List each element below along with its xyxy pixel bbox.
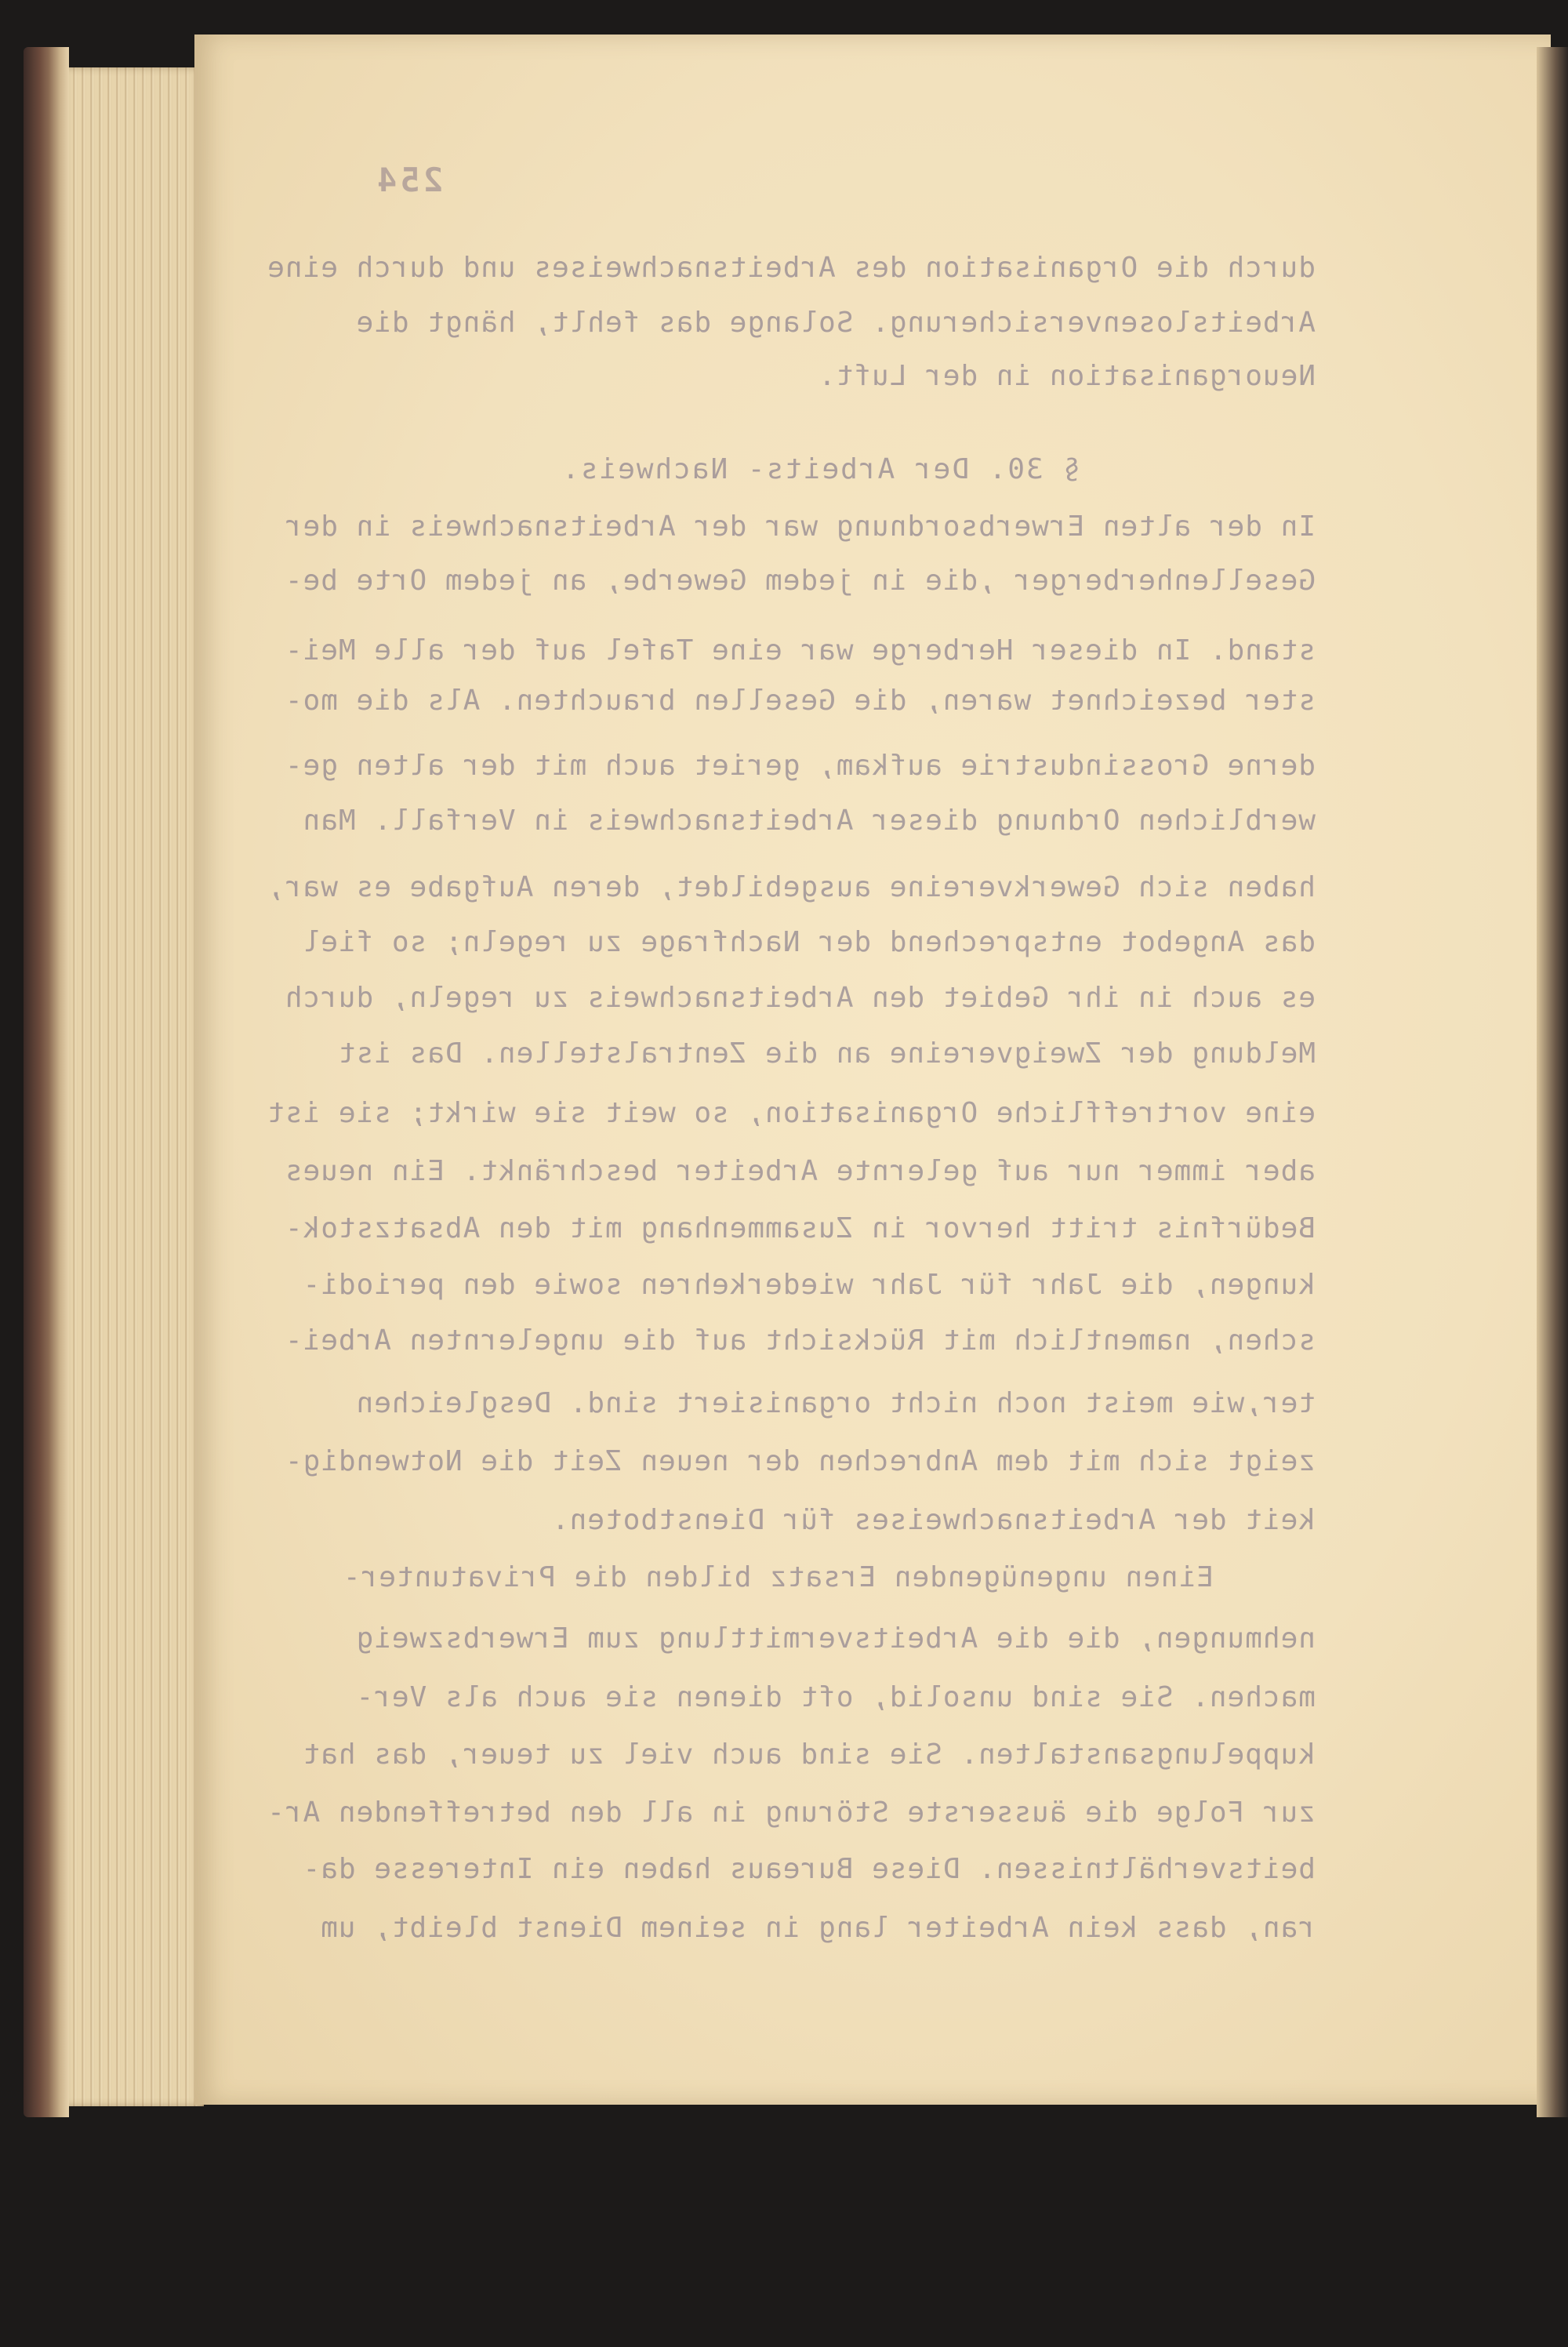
text-line: eine vortreffliche Organisation, so weit sie wirkt; sie ist xyxy=(267,1097,1316,1129)
text-line: zur Folge die äusserste Störung in all den betreffenden Ar- xyxy=(267,1797,1316,1829)
text-line: Einen ungenügenden Ersatz bilden die Privatunter- xyxy=(342,1561,1214,1593)
section-heading: § 30. Der Arbeits- Nachweis. xyxy=(561,453,1080,485)
text-line: das Angebot entsprechend der Nachfrage zu regeln; so fiel xyxy=(302,926,1316,958)
page-number: 254 xyxy=(374,161,443,199)
text-line: aber immer nur auf gelernte Arbeiter beschränkt. Ein neues xyxy=(284,1155,1316,1187)
text-line: ster bezeichnet waren, die Gesellen brauchten. Als die mo- xyxy=(284,685,1316,717)
text-line: ran, dass kein Arbeiter lang in seinem Dienst bleibt, um xyxy=(320,1912,1316,1944)
text-line: haben sich Gewerkvereine ausgebildet, deren Aufgabe es war, xyxy=(267,871,1316,903)
text-line: stand. In dieser Herberge war eine Tafel auf der alle Mei- xyxy=(284,634,1316,667)
text-line: Meldung der Zweigvereine an die Zentralstellen. Das ist xyxy=(337,1037,1316,1070)
text-line: derne Grossindustrie aufkam, geriet auch mit der alten ge- xyxy=(284,750,1316,782)
text-line: Arbeitslosenversicherung. Solange das fehlt, hängt die xyxy=(355,307,1316,339)
text-line: Neuorganisation in der Luft. xyxy=(818,360,1316,392)
text-line: Bedürfnis tritt hervor in Zusammenhang mit den Absatzstok- xyxy=(284,1212,1316,1244)
text-line: machen. Sie sind unsolid, oft dienen sie auch als Ver- xyxy=(355,1681,1316,1713)
text-line: werblichen Ordnung dieser Arbeitsnachweis in Verfall. Man xyxy=(302,805,1316,837)
text-line: Gesellenherberger ,die in jedem Gewerbe, an jedem Orte be- xyxy=(284,565,1316,597)
text-line: schen, namentlich mit Rücksicht auf die ungelernten Arbei- xyxy=(284,1324,1316,1357)
text-line: kuppelungsanstalten. Sie sind auch viel zu teuer, das hat xyxy=(302,1738,1316,1771)
text-line: zeigt sich mit dem Anbrechen der neuen Zeit die Notwendig- xyxy=(284,1445,1316,1477)
text-line: es auch in ihr Gebiet den Arbeitsnachweis zu regeln, durch xyxy=(284,982,1316,1014)
text-line: keit der Arbeitsnachweises für Dienstboten. xyxy=(551,1504,1316,1536)
text-line: beitsverhältnissen. Diese Bureaus haben ein Interesse da- xyxy=(302,1853,1316,1885)
text-line: kungen, die Jahr für Jahr wiederkehren sowie den periodi- xyxy=(302,1269,1316,1301)
text-line: durch die Organisation des Arbeitsnachweises und durch eine xyxy=(267,252,1316,284)
text-line: nehmungen, die die Arbeitsvermittlung zum Erwerbszweig xyxy=(355,1622,1316,1655)
text-line: In der alten Erwerbsordnung war der Arbeitsnachweis in der xyxy=(284,510,1316,543)
text-line: ter,wie meist noch nicht organisiert sind. Desgleichen xyxy=(355,1387,1316,1419)
